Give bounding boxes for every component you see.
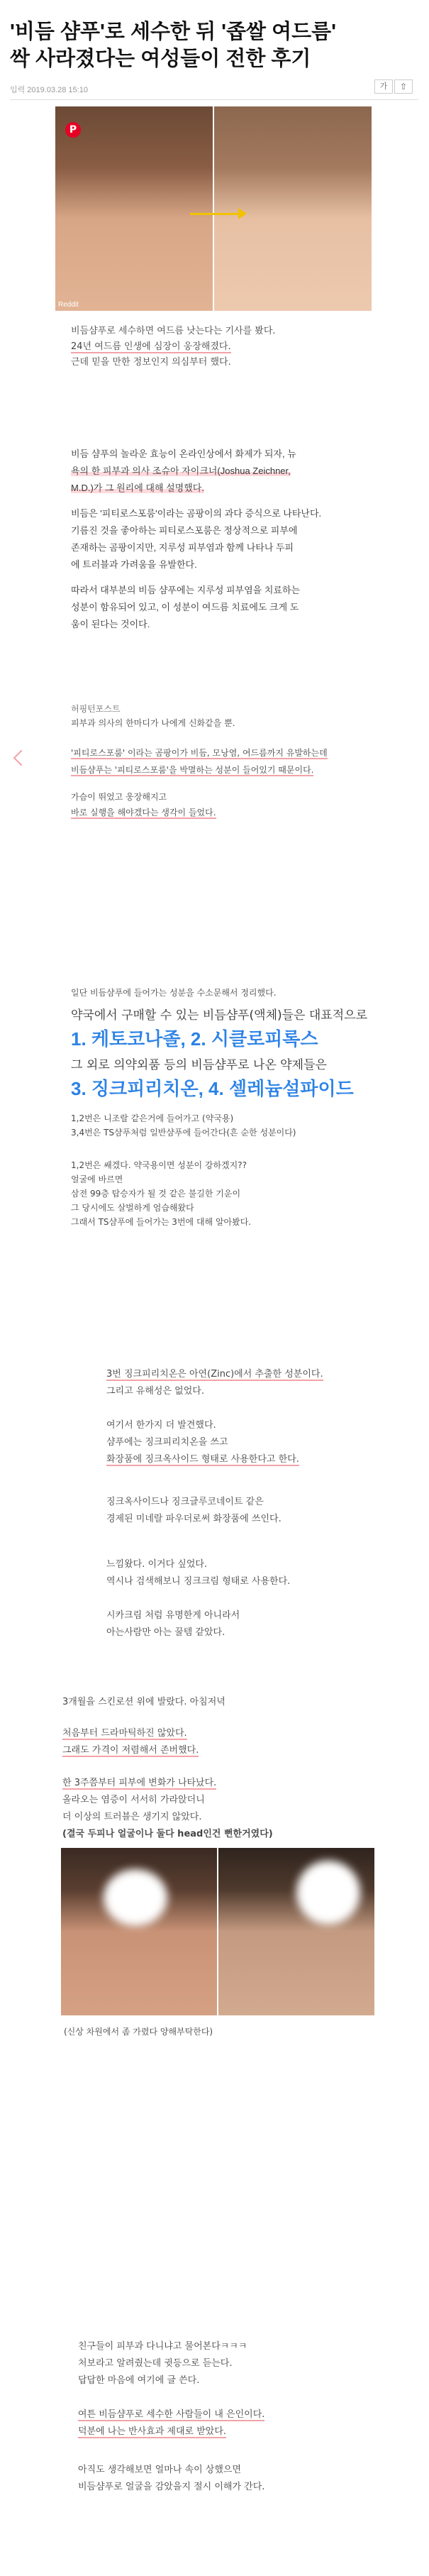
arrow-right-icon <box>238 208 247 219</box>
face-blur <box>296 1861 360 1925</box>
try-line-c: 그래도 가격이 저렴해서 존버했다. <box>62 1745 199 1756</box>
pinterest-icon[interactable]: P <box>65 122 81 138</box>
p2-line-d: 에 트러블과 가려움을 유발한다. <box>71 559 197 570</box>
end-line-e: 덕분에 나는 반사효과 제대로 받았다. <box>78 2426 227 2437</box>
header-divider <box>10 99 418 100</box>
before-photo <box>55 106 213 311</box>
try-line-a: 3개월을 스킨로션 위에 발랐다. 아침저녁 <box>62 1697 225 1707</box>
try-line-f: 더 이상의 트러블은 생기지 않았다. <box>62 1812 202 1822</box>
ingredient-notes-1: 1,2번은 니조랄 같은거에 들어가고 (약국용) 3,4번은 TS샴푸처럼 일반샴푸에 들어간다(흔 순한 성분이다) <box>71 1113 296 1138</box>
zinc-line-e: 화장품에 징크옥사이드 형태로 사용한다고 한다. <box>106 1454 299 1465</box>
publish-date: 입력 2019.03.28 15:10 <box>10 86 88 94</box>
p1-line-c: M.D.)가 그 원리에 대해 설명했다. <box>71 483 204 493</box>
font-size-button[interactable]: 가 <box>374 79 393 94</box>
note-1: 피부과 의사의 한마디가 나에게 신화같을 뿐. <box>71 718 235 728</box>
p3-line-b: 성분이 함유되어 있고, 이 성분이 여드름 치료에도 크게 도 <box>71 602 299 612</box>
end-line-b: 처보라고 알려줬는데 귓등으로 듣는다. <box>78 2358 233 2369</box>
try-line-g: (결국 두피나 얼굴이나 둘다 head인건 뻔한거였다) <box>62 1829 273 1839</box>
zinc-line-h: 느낌왔다. 이거다 싶었다. <box>106 1559 208 1570</box>
p2-line-a: 비듬은 '피티로스포룸'이라는 곰팡이의 과다 증식으로 나타난다. <box>71 508 322 519</box>
face-blur <box>104 1869 167 1926</box>
end-line-a: 친구들이 피부과 다니냐고 물어본다ㅋㅋㅋ <box>78 2341 247 2352</box>
article-excerpt <box>71 446 404 633</box>
chevron-left-icon <box>13 750 30 766</box>
before-photo-2 <box>61 1848 217 2015</box>
photo-credit: Reddit <box>58 301 79 309</box>
ingredients-intro: 일단 비듬샴푸에 들어가는 성분을 수소문해서 정리했다. <box>71 988 277 998</box>
p3-line-a: 따라서 대부분의 비듬 샴푸에는 지루성 피부염을 치료하는 <box>71 585 301 595</box>
intro-line-3: 근데 믿을 만한 정보인지 의심부터 했다. <box>71 357 231 368</box>
zinc-line-f: 징크옥사이드나 징크글루코네이트 같은 <box>106 1497 264 1507</box>
p1-line-a: 비듬 샴푸의 놀라운 효능이 온라인상에서 화제가 되자, 뉴 <box>71 448 296 459</box>
ingredients-sub-b: 그 외로 의약외품 등의 비듬샴푸로 나온 약제들은 <box>71 1058 327 1072</box>
intro-line-2: 24년 여드름 인생에 심장이 웅장해졌다. <box>71 341 231 352</box>
zinc-line-j: 시카크림 처럼 유명한게 아니라서 <box>106 1610 240 1621</box>
zinc-line-k: 아는사람만 아는 꿀템 같았다. <box>106 1627 225 1638</box>
zinc-line-i: 역시나 검색해보니 징크크림 형태로 사용한다. <box>106 1576 291 1587</box>
after-photo-2 <box>218 1848 374 2015</box>
quote-line-b: 비듬샴푸는 '피티로스포룸'을 박멸하는 성분이 들어있기 때문이다. <box>71 765 314 775</box>
ingredient-notes-2: 1,2번은 쌔겠다. 약국용이면 성분이 강하겠지?? 얼굴에 바르면 삼전 99층 탑승자가 될 것 같은 불길한 기운이 그 당시에도 살벌하게 엄습해왔다 그래서 TS샴푸에 들어가는 3번에 대해 알아봤다. <box>71 1160 252 1227</box>
ingredients-big-2: 3. 징크피리치온, 4. 셀레늄설파이드 <box>71 1078 354 1099</box>
zinc-line-a: 3번 징크피리치온은 아연(Zinc)에서 추출한 성분이다. <box>106 1369 323 1380</box>
article-title: '비듬 샴푸'로 세수한 뒤 '좁쌀 여드름' 싹 사라졌다는 여성들이 전한 후기 <box>10 21 337 70</box>
zinc-line-d: 샴푸에는 징크피리치온을 쓰고 <box>106 1437 228 1448</box>
zinc-line-b: 그리고 유해성은 없었다. <box>106 1386 204 1397</box>
p2-line-c: 존재하는 곰팡이지만, 지루성 피부염과 함께 나타나 두피 <box>71 542 294 553</box>
note-2b: 바로 실행을 해야겠다는 생각이 들었다. <box>71 808 216 818</box>
try-line-b: 처음부터 드라마틱하진 않았다. <box>62 1728 187 1739</box>
end-line-c: 답답한 마음에 여기에 글 쓴다. <box>78 2375 200 2386</box>
zinc-line-c: 여기서 한가지 더 발견했다. <box>106 1420 216 1431</box>
try-line-e: 올라오는 염증이 서서히 가라앉더니 <box>62 1795 205 1805</box>
end-line-d: 여튼 비듬샴푸로 세수한 사람들이 내 은인이다. <box>78 2409 265 2420</box>
quote-line-a: '피티로스포룸' 이라는 곰팡이가 비듬, 모낭염, 여드름까지 유발하는데 <box>71 748 328 758</box>
end-line-f: 아직도 생각해보면 얼마나 속이 상했으면 <box>78 2465 242 2475</box>
p3-line-c: 움이 된다는 것이다. <box>71 619 150 629</box>
arrow-line <box>190 213 240 215</box>
ingredients-sub-a: 약국에서 구매할 수 있는 비듬샴푸(액체)들은 대표적으로 <box>71 1008 367 1023</box>
zinc-line-g: 경제된 미네랄 파우더로써 화장품에 쓰인다. <box>106 1514 282 1524</box>
p1-line-b: 욕의 한 피부과 의사 조슈아 자이크너(Joshua Zeichner, <box>71 466 291 476</box>
source-label: 허핑턴포스트 <box>71 704 121 714</box>
ingredients-big-1: 1. 케토코나졸, 2. 시클로피록스 <box>71 1028 318 1050</box>
intro-line-1: 비듬샴푸로 세수하면 여드름 낫는다는 기사를 봤다. <box>71 326 276 336</box>
end-line-g: 비듬샴푸로 얼굴을 감았을지 절시 이해가 간다. <box>78 2482 265 2492</box>
p2-line-b: 기름진 것을 좋아하는 피티로스포룸은 정상적으로 피부에 <box>71 525 298 536</box>
share-icon[interactable]: ⇧ <box>394 79 413 94</box>
try-line-d: 한 3주쯤부터 피부에 변화가 나타났다. <box>62 1778 217 1788</box>
note-2a: 가슴이 뛰었고 웅장해지고 <box>71 792 167 802</box>
photo-caption: (신상 차원에서 좀 가렸다 양해부탁한다) <box>64 2027 213 2037</box>
